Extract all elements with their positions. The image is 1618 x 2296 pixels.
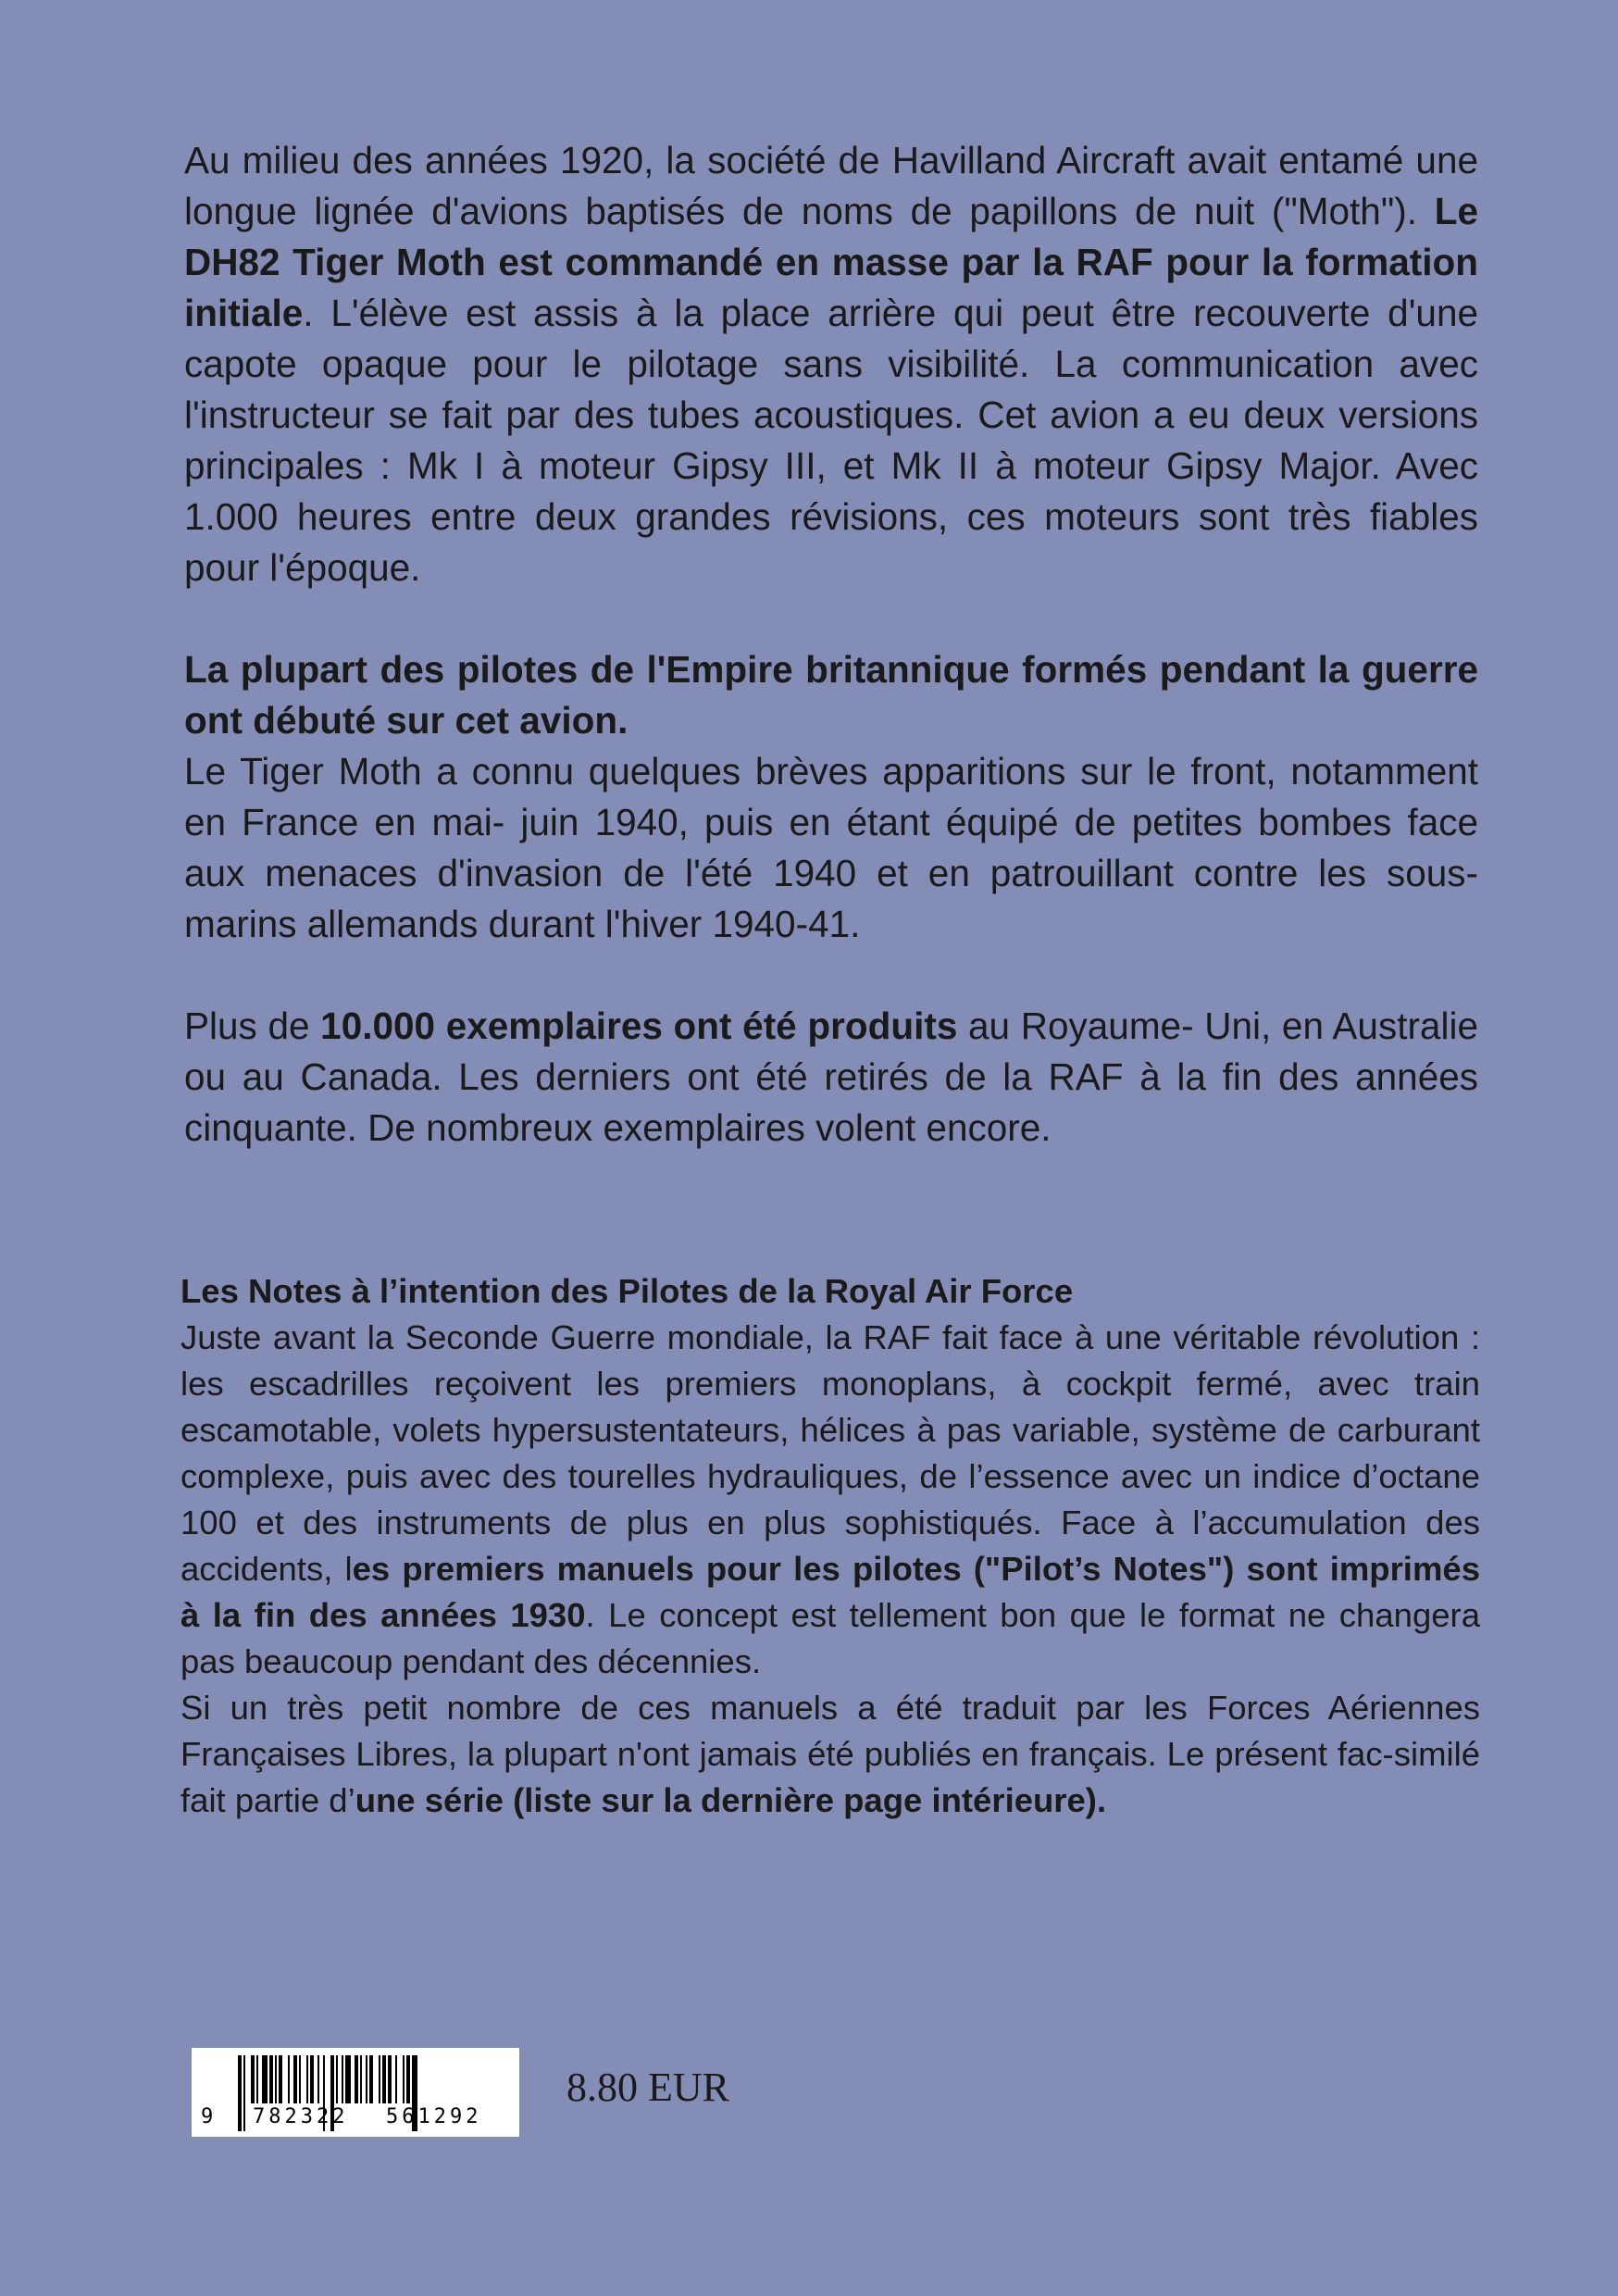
barcode-bar: [345, 2055, 351, 2103]
barcode-bar: [279, 2055, 282, 2103]
barcode-bar: [317, 2055, 319, 2103]
barcode-bar: [355, 2055, 358, 2103]
barcode-bar: [342, 2055, 343, 2103]
text-run: Si un très petit nombre de ces manuels a été traduit par les Forces Aériennes Françaises Libres, la plupart n'ont jamais été publiés en français. Le présent fac-similé fait partie d’: [180, 1689, 1480, 1819]
barcode-bar: [382, 2055, 386, 2103]
barcode-bar: [293, 2055, 297, 2103]
barcode-digits-group-2: 561292: [386, 2105, 482, 2128]
barcode-bar: [379, 2055, 380, 2103]
barcode-bar: [406, 2055, 410, 2103]
barcode-bar: [269, 2055, 273, 2103]
text-run: Juste avant la Seconde Guerre mondiale, la RAF fait face à une véritable révolution : les escadrilles reçoivent les premiers monoplans, à cockpit fermé, avec train escamotable, volets hypersustentateurs, hélices à pas variable, système de carburant complexe, puis avec des tourelles hydrauliques, de l’essence avec un indice d’octane 100 et des instruments de plus en plus sophistiqués. Face à l’accumulation des accidents, l: [180, 1318, 1480, 1588]
bold-run: une série (liste sur la dernière page intérieure).: [355, 1781, 1107, 1819]
barcode-bar: [366, 2055, 367, 2103]
barcode-bar: [275, 2055, 277, 2103]
description-block: [184, 135, 1478, 1154]
text-run: Au milieu des années 1920, la société de Havilland Aircraft avait entamé une longue lignée d'avions baptisés de noms de papillons de nuit ("Moth").: [184, 139, 1478, 232]
pilot-notes-block: [180, 1268, 1480, 1824]
barcode-bar: [360, 2055, 362, 2103]
text-run: Plus de: [184, 1004, 321, 1047]
barcode-bar: [306, 2055, 308, 2103]
barcode-bar: [310, 2055, 314, 2103]
description-paragraph-1: [184, 135, 1478, 593]
price-label: 8.80 EUR: [566, 2065, 729, 2110]
text-run: au Royaume- Uni, en Australie ou au Canada. Les derniers ont été retirés de la RAF à la fin des années cinquante. De nombreux exemplaires volent encore.: [184, 1004, 1478, 1149]
description-paragraph-2: [184, 644, 1478, 746]
barcode-bar: [288, 2055, 290, 2103]
text-run: . L'élève est assis à la place arrière qui peut être recouverte d'une capote opaque pour le pilotage sans visibilité. La communication avec l'instructeur se fait par des tubes acoustiques. Cet avion a eu deux versions principales : Mk I à moteur Gipsy III, et Mk II à moteur Gipsy Major. Avec 1.000 heures entre deux grandes révisions, ces moteurs sont très fiables pour l'époque.: [184, 292, 1478, 589]
barcode-bar: [256, 2055, 258, 2103]
barcode-digits: [192, 2103, 519, 2131]
barcode-bar: [336, 2055, 338, 2103]
text-run: . Le concept est tellement bon que le format ne changera pas beaucoup pendant des décennies.: [180, 1596, 1481, 1680]
barcode-bar: [388, 2055, 392, 2103]
barcode-digits-group-1: 782322: [253, 2105, 349, 2128]
barcode-bar: [262, 2055, 268, 2103]
description-paragraph-3: Le Tiger Moth a connu quelques brèves apparitions sur le front, notamment en France en mai- juin 1940, puis en étant équipé de petites bombes face aux menaces d'invasion de l'été 1940 et en patrouillant contre les sous-marins allemands durant l'hiver 1940-41.: [184, 750, 1478, 945]
pilot-notes-paragraph-2: [180, 1685, 1480, 1824]
barcode-bar: [395, 2055, 397, 2103]
isbn-barcode: [192, 2048, 519, 2137]
bold-run: La plupart des pilotes de l'Empire britannique formés pendant la guerre ont débuté sur cet avion.: [184, 648, 1478, 742]
barcode-digit-first: 9: [201, 2105, 214, 2128]
barcode-bar: [299, 2055, 301, 2103]
pilot-notes-heading: Les Notes à l’intention des Pilotes de la Royal Air Force: [180, 1272, 1074, 1310]
pilot-notes-paragraph-1: [180, 1315, 1480, 1685]
barcode-bar: [251, 2055, 255, 2103]
barcode-bar: [403, 2055, 404, 2103]
bold-run: es premiers manuels pour les pilotes ("Pilot’s Notes") sont imprimés à la fin des années 1930: [180, 1550, 1481, 1634]
bold-run: 10.000 exemplaires ont été produits: [320, 1004, 958, 1047]
barcode-bar: [369, 2055, 373, 2103]
bold-run: Le DH82 Tiger Moth est commandé en masse par la RAF pour la formation initiale: [184, 190, 1478, 334]
description-paragraph-4: [184, 1001, 1478, 1154]
